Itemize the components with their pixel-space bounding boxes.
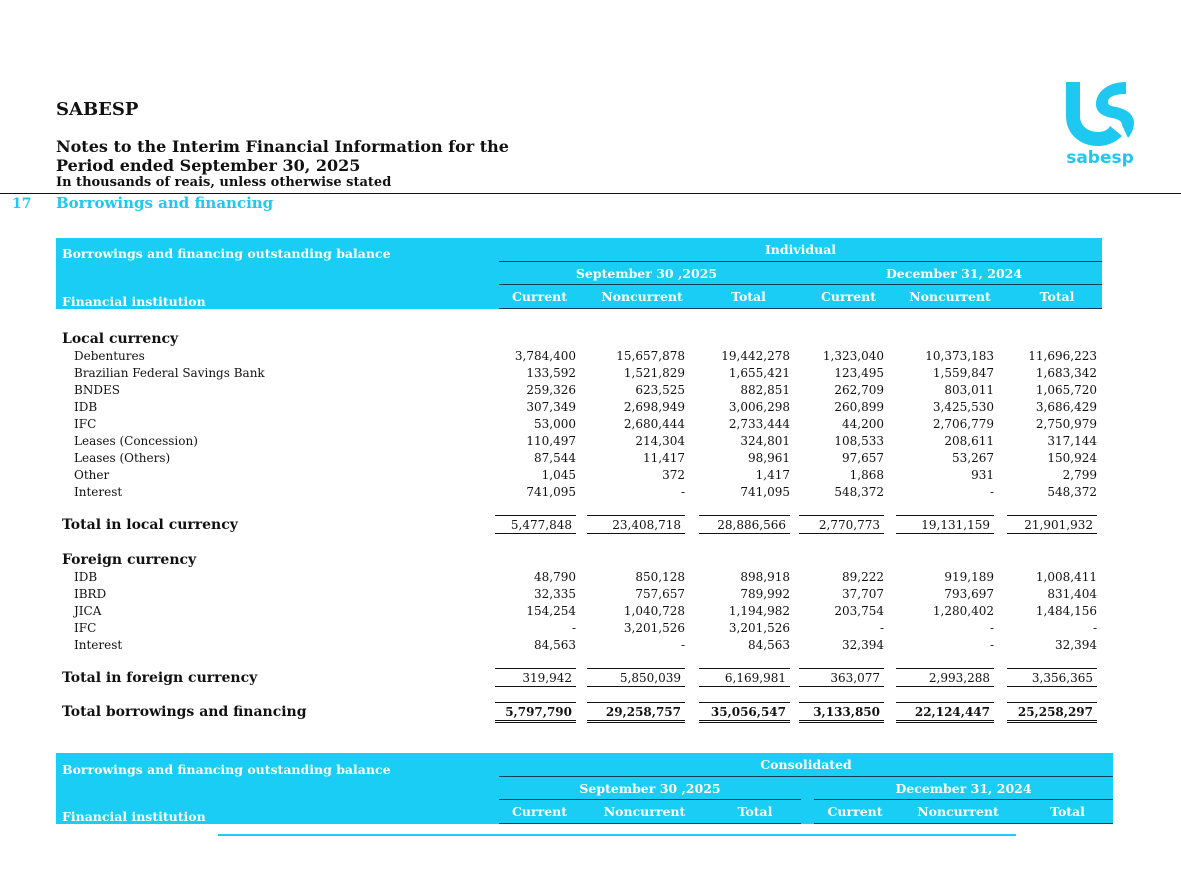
table-row (56, 381, 1102, 398)
cell-value: 84,563 (748, 638, 790, 652)
cell-value: 1,008,411 (1035, 570, 1097, 584)
cell-value: 11,417 (643, 451, 685, 465)
row-label: Leases (Others) (74, 451, 171, 465)
cell-value: 32,394 (1055, 638, 1097, 652)
cell-value: 97,657 (842, 451, 884, 465)
cell-value: 307,349 (526, 400, 576, 414)
cell-value: 150,924 (1047, 451, 1097, 465)
col-total: Total (737, 804, 773, 819)
cell-value: 1,484,156 (1035, 604, 1097, 618)
cell-value: 1,868 (849, 468, 884, 482)
cell-value: 363,077 (799, 668, 884, 687)
row-label: BNDES (74, 383, 120, 397)
individual-table-header (56, 238, 1102, 309)
cell-value: 87,544 (534, 451, 576, 465)
col-noncurrent: Noncurrent (603, 804, 686, 819)
logo-text: sabesp (1066, 148, 1134, 168)
cell-value: 6,169,981 (699, 668, 790, 687)
cell-value: 793,697 (944, 587, 994, 601)
cell-value: 850,128 (635, 570, 685, 584)
cell-value: 123,495 (834, 366, 884, 380)
table-row (56, 347, 1102, 364)
row-label: IBRD (74, 587, 107, 601)
individual-table-body (56, 330, 1102, 724)
cell-value: - (680, 638, 685, 652)
cell-value: - (989, 485, 994, 499)
cell-value: 2,799 (1062, 468, 1097, 482)
period-prior-header: December 31, 2024 (895, 781, 1032, 796)
period-current-header: September 30 ,2025 (575, 266, 718, 281)
cell-value: 2,733,444 (728, 417, 790, 431)
col-noncurrent: Noncurrent (601, 289, 683, 304)
group-label: Consolidated (760, 757, 852, 772)
cell-value: 3,133,850 (799, 702, 884, 723)
cell-value: 789,992 (740, 587, 790, 601)
col-total-prior: Total (1039, 289, 1075, 304)
row-label: Interest (74, 638, 123, 652)
cell-value: - (1092, 621, 1097, 635)
cell-value: 32,394 (842, 638, 884, 652)
table-row (56, 568, 1102, 585)
col-noncurrent-prior: Noncurrent (917, 804, 999, 819)
cell-value: 29,258,757 (587, 702, 685, 723)
col-current-prior: Current (820, 289, 877, 304)
cell-value: 1,045 (541, 468, 576, 482)
cell-value: 259,326 (526, 383, 576, 397)
note-number: 17 (12, 196, 32, 212)
cell-value: 2,993,288 (896, 668, 994, 687)
row-label: IDB (74, 400, 98, 414)
table-row (56, 602, 1102, 619)
cell-value: - (680, 485, 685, 499)
cell-value: 2,698,949 (623, 400, 685, 414)
total-row (56, 668, 1102, 690)
sabesp-logo (1060, 78, 1140, 178)
cell-value: 208,611 (944, 434, 994, 448)
table-row (56, 619, 1102, 636)
row-label: Total in local currency (62, 517, 238, 533)
row-label: Total in foreign currency (62, 670, 258, 686)
row-label: Leases (Concession) (74, 434, 198, 448)
row-label: Debentures (74, 349, 145, 363)
cell-value: 19,131,159 (896, 515, 994, 534)
row-spacer (56, 690, 1102, 702)
cell-value: 154,254 (526, 604, 576, 618)
cell-value: 53,000 (534, 417, 576, 431)
table-row (56, 636, 1102, 653)
cell-value: 23,408,718 (587, 515, 685, 534)
section-heading-row (56, 551, 1102, 568)
col-current: Current (511, 289, 568, 304)
cell-value: 11,696,223 (1028, 349, 1097, 363)
total-row (56, 515, 1102, 537)
cell-value: 803,011 (944, 383, 994, 397)
cell-value: 548,372 (1047, 485, 1097, 499)
note-heading: Borrowings and financing (56, 194, 274, 212)
company-name: SABESP (56, 99, 139, 120)
cell-value: 623,525 (635, 383, 685, 397)
cell-value: 84,563 (534, 638, 576, 652)
row-label: Other (74, 468, 110, 482)
row-label: IFC (74, 417, 97, 431)
cell-value: 919,189 (944, 570, 994, 584)
cell-value: 3,356,365 (1007, 668, 1097, 687)
cell-value: 1,417 (755, 468, 790, 482)
col-total-prior: Total (1050, 804, 1085, 819)
row-spacer (56, 500, 1102, 515)
cell-value: 260,899 (834, 400, 884, 414)
cell-value: 35,056,547 (699, 702, 790, 723)
cell-value: 548,372 (834, 485, 884, 499)
cell-value: 898,918 (740, 570, 790, 584)
table-row (56, 466, 1102, 483)
cell-value: 757,657 (635, 587, 685, 601)
period-prior-header: December 31, 2024 (885, 266, 1023, 281)
cell-value: 3,006,298 (728, 400, 790, 414)
table-row (56, 364, 1102, 381)
cell-value: 1,521,829 (623, 366, 685, 380)
cell-value: 5,797,790 (495, 702, 576, 723)
cell-value: 28,886,566 (699, 515, 790, 534)
cell-value: 882,851 (740, 383, 790, 397)
col-total: Total (731, 289, 766, 304)
cell-value: 37,707 (842, 587, 884, 601)
cell-value: 1,323,040 (822, 349, 884, 363)
cell-value: 831,404 (1047, 587, 1097, 601)
cell-value: 98,961 (748, 451, 790, 465)
cell-value: 319,942 (495, 668, 576, 687)
cell-value: 53,267 (952, 451, 994, 465)
row-label: Total borrowings and financing (62, 704, 307, 720)
cell-value: 324,801 (740, 434, 790, 448)
table-row (56, 432, 1102, 449)
table-row (56, 398, 1102, 415)
cell-value: 108,533 (834, 434, 884, 448)
cell-value: 44,200 (842, 417, 884, 431)
cell-value: 25,258,297 (1007, 702, 1097, 723)
cell-value: 931 (971, 468, 994, 482)
cell-value: 214,304 (635, 434, 685, 448)
cell-value: - (989, 638, 994, 652)
cell-value: 3,425,530 (932, 400, 994, 414)
cell-value: 15,657,878 (616, 349, 685, 363)
cell-value: 1,655,421 (728, 366, 790, 380)
cell-value: 1,559,847 (932, 366, 994, 380)
table-row (56, 449, 1102, 466)
group-label: Individual (764, 242, 837, 257)
cell-value: 203,754 (834, 604, 884, 618)
cell-value: 110,497 (526, 434, 576, 448)
cell-value: 5,850,039 (587, 668, 685, 687)
cell-value: 2,750,979 (1035, 417, 1097, 431)
row-label: Brazilian Federal Savings Bank (74, 366, 265, 380)
section-heading-row (56, 330, 1102, 347)
consolidated-table-header (56, 753, 1113, 824)
row-label: IFC (74, 621, 97, 635)
row-label: Interest (74, 485, 123, 499)
cell-value: 10,373,183 (925, 349, 994, 363)
cell-value: 21,901,932 (1007, 515, 1097, 534)
table-caption: Borrowings and financing outstanding balance (62, 762, 391, 777)
row-spacer (56, 653, 1102, 668)
cell-value: 741,095 (526, 485, 576, 499)
cell-value: - (571, 621, 576, 635)
table-row (56, 585, 1102, 602)
cell-value: 317,144 (1047, 434, 1097, 448)
table-row (56, 483, 1102, 500)
cell-value: 19,442,278 (721, 349, 790, 363)
cell-value: - (879, 621, 884, 635)
cell-value: 2,680,444 (623, 417, 685, 431)
cell-value: 3,686,429 (1035, 400, 1097, 414)
cell-value: 22,124,447 (896, 702, 994, 723)
document-subtitle: In thousands of reais, unless otherwise stated (56, 175, 392, 190)
sabesp-logo-icon (1060, 78, 1140, 148)
cell-value: 1,194,982 (728, 604, 790, 618)
cell-value: 1,280,402 (932, 604, 994, 618)
period-current-header: September 30 ,2025 (579, 781, 721, 796)
col-current-prior: Current (827, 804, 883, 819)
cell-value: 89,222 (842, 570, 884, 584)
cell-value: 1,065,720 (1035, 383, 1097, 397)
table-row (56, 415, 1102, 432)
cell-value: 3,201,526 (728, 621, 790, 635)
col-noncurrent-prior: Noncurrent (909, 289, 991, 304)
cell-value: 262,709 (834, 383, 884, 397)
total-row (56, 702, 1102, 724)
row-spacer (56, 537, 1102, 551)
cell-value: 372 (662, 468, 685, 482)
cell-value: 2,770,773 (799, 515, 884, 534)
row-label: JICA (74, 604, 102, 618)
institution-column-header: Financial institution (62, 294, 206, 309)
row-label: IDB (74, 570, 98, 584)
cell-value: 3,201,526 (623, 621, 685, 635)
cell-value: 3,784,400 (514, 349, 576, 363)
section-heading: Local currency (62, 331, 179, 347)
col-current: Current (511, 804, 568, 819)
cell-value: 1,683,342 (1035, 366, 1097, 380)
cell-value: 133,592 (526, 366, 576, 380)
page-bottom-rule (218, 834, 1016, 836)
cell-value: 1,040,728 (623, 604, 685, 618)
table-caption: Borrowings and financing outstanding balance (62, 246, 391, 261)
cell-value: 5,477,848 (495, 515, 576, 534)
document-title: Notes to the Interim Financial Information for the Period ended September 30, 2025 (56, 137, 509, 175)
institution-column-header: Financial institution (62, 809, 206, 824)
cell-value: 48,790 (534, 570, 576, 584)
section-heading: Foreign currency (62, 552, 197, 568)
cell-value: 741,095 (740, 485, 790, 499)
cell-value: 32,335 (534, 587, 576, 601)
cell-value: 2,706,779 (932, 417, 994, 431)
cell-value: - (989, 621, 994, 635)
